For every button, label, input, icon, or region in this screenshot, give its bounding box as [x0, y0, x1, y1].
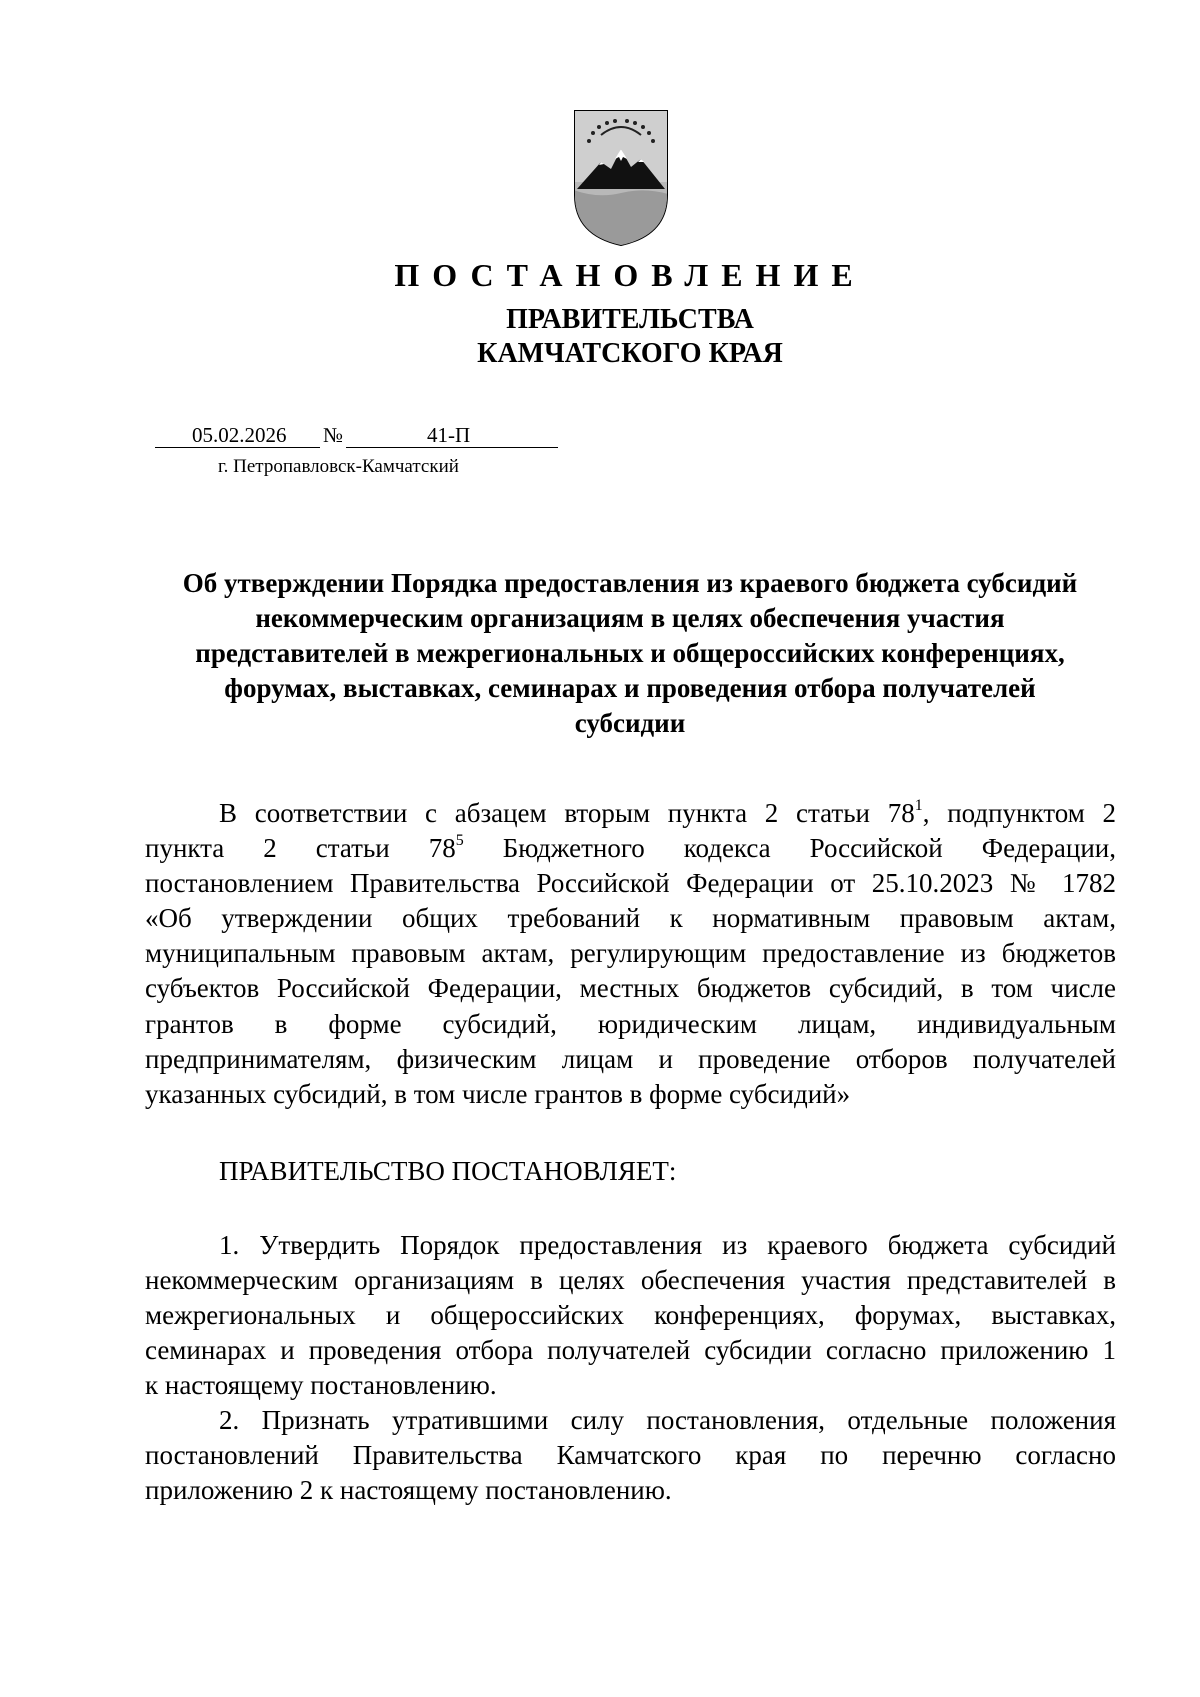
org-name-line1: ПРАВИТЕЛЬСТВА	[506, 304, 754, 335]
number-label: №	[323, 423, 344, 447]
item-line: 2. Признать утратившими силу постановления, отдельные положения	[219, 1405, 1116, 1435]
heading-line: субсидии	[574, 708, 686, 738]
preamble-line: указанных субсидий, в том числе грантов в форме субсидий»	[145, 1078, 851, 1109]
document-title: ПОСТАНОВЛЕНИЕ	[394, 257, 866, 293]
preamble-line	[145, 796, 1116, 831]
preamble-text: Бюджетного кодекса Российской Федерации,	[463, 833, 1116, 864]
superscript: 1	[914, 797, 923, 814]
item-line: к настоящему постановлению.	[145, 1370, 497, 1401]
heading-line: представителей в межрегиональных и общероссийских конференциях,	[195, 638, 1065, 668]
org-name-line2: КАМЧАТСКОГО КРАЯ	[477, 338, 783, 369]
preamble-line: грантов в форме субсидий, юридическим лицам, индивидуальным	[145, 1008, 1116, 1039]
preamble-text: пункта 2 статьи 78	[145, 833, 456, 864]
item-line: 1. Утвердить Порядок предоставления из краевого бюджета субсидий	[219, 1230, 1116, 1260]
superscript: 5	[455, 832, 464, 850]
item-line: некоммерческим организациям в целях обеспечения участия представителей в	[145, 1265, 1116, 1296]
document-number: 41-П	[427, 423, 471, 447]
item-2-paragraph	[145, 1403, 1116, 1508]
city: г. Петропавловск-Камчатский	[218, 456, 459, 477]
preamble-line: субъектов Российской Федерации, местных бюджетов субсидий, в том числе	[145, 973, 1116, 1004]
item-line: семинарах и проведения отбора получателей субсидии согласно приложению 1	[145, 1335, 1116, 1366]
preamble-line: «Об утверждении общих требований к нормативным правовым актам,	[145, 903, 1116, 934]
preamble-line: муниципальным правовым актам, регулирующим предоставление из бюджетов	[145, 938, 1116, 969]
heading-line: Об утверждении Порядка предоставления из краевого бюджета субсидий	[182, 568, 1078, 598]
preamble-text: , подпунктом 2	[922, 798, 1116, 828]
preamble-line: предпринимателям, физическим лицам и проведение отборов получателей	[145, 1043, 1116, 1074]
kamchatka-coat-of-arms-icon	[571, 107, 671, 247]
item-line: межрегиональных и общероссийских конференциях, форумах, выставках,	[145, 1300, 1116, 1331]
preamble-line	[145, 831, 1116, 866]
item-line: постановлений Правительства Камчатского края по перечню согласно	[145, 1440, 1116, 1471]
preamble-text: В соответствии с абзацем вторым пункта 2 статьи 78	[219, 798, 915, 828]
document-date: 05.02.2026	[192, 423, 287, 447]
preamble-paragraph	[145, 796, 1116, 1112]
preamble-line: постановлением Правительства Российской Федерации от 25.10.2023 № 1782	[145, 868, 1116, 899]
decree-heading: ПРАВИТЕЛЬСТВО ПОСТАНОВЛЯЕТ:	[219, 1156, 677, 1186]
item-1-paragraph	[145, 1228, 1116, 1403]
heading-line: некоммерческим организациям в целях обеспечения участия	[255, 603, 1005, 633]
heading-line: форумах, выставках, семинарах и проведения отбора получателей	[224, 673, 1036, 703]
document-heading	[140, 566, 1120, 741]
item-line: приложению 2 к настоящему постановлению.	[145, 1475, 672, 1506]
